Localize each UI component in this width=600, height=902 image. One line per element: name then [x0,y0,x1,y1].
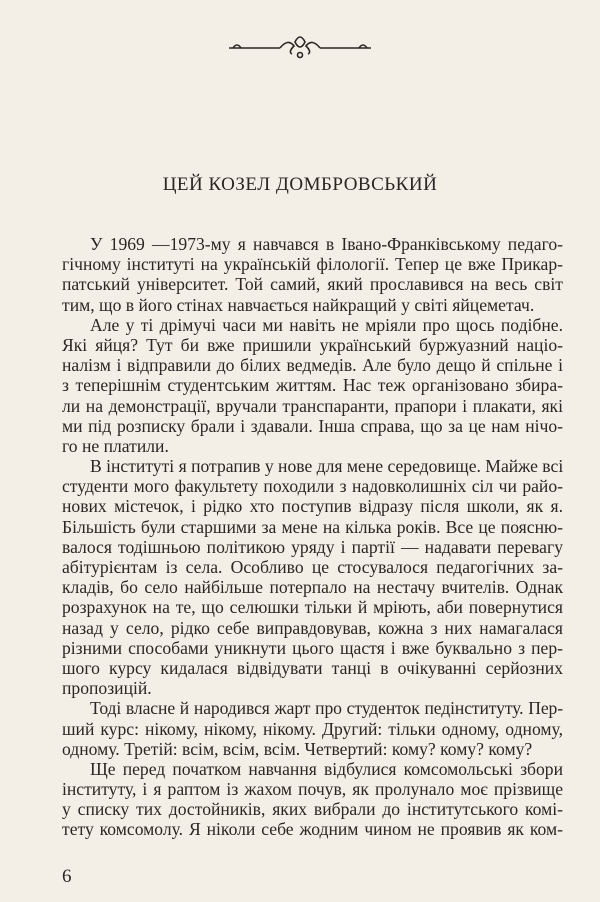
page-number: 6 [62,866,72,887]
text-line: різними способами уникнути цього щастя і вже буквально з пер- [62,637,563,658]
text-line: Ще перед початком навчання відбулися комсомольські збори [90,758,563,779]
decorative-ornament-icon [225,30,375,62]
text-line: розрахунок на те, що селюшки тільки й мріють, аби повернутися [62,597,563,618]
text-line: Які яйця? Тут би вже пришили український буржуазний націо- [62,334,563,355]
text-line: ший курс: нікому, нікому, нікому. Другий: тільки одному, одному, [62,718,563,739]
text-line: шого курсу кидалася відвідувати танці в очікуванні серйозних [62,657,563,678]
text-line: назад у село, рідко себе виправдовував, кожна з них намагалася [62,617,563,638]
text-line: ли на демонстрації, вручали транспаранти, прапори і плакати, які [62,395,563,416]
text-line: тету комсомолу. Я ніколи себе жодним чином не проявив як ком- [62,819,563,840]
text-line: абітурієнтам із села. Особливо це стосувалося педагогічних за- [62,557,563,577]
text-line: У 1969 —1973-му я навчався в Івано-Франківському педаго- [90,234,563,254]
text-line: інституту, і я раптом із жахом почув, як пролунало моє прізвище [62,779,563,800]
text-line: валося тодішньою політикою уряду і партії — надавати перевагу [62,536,563,557]
text-line: ми під розписку брали і здавали. Інша справа, що за це нам нічо- [62,415,563,436]
text-line: з теперішнім студентським життям. Нас теж організовано збира- [62,375,563,396]
text-line: В інституті я потрапив у нове для мене середовище. Майже всі [90,456,564,477]
text-line: Більшість були старшими за мене на кілька років. Все це поясню- [62,516,563,537]
text-line: студенти мого факультету походили з надовколишніх сіл чи райо- [62,476,563,497]
chapter-body [62,234,563,840]
text-line: го не платили. [62,435,169,456]
text-line: нових містечок, і рідко хто поступив відразу після школи, як я. [62,496,563,517]
text-line: пропозицій. [62,678,152,699]
text-line: кладів, бо село найбільше потерпало на нестачу вчителів. Однак [62,577,563,598]
text-line: Але у ті дрімучі часи ми навіть не мріяли про щось подібне. [90,314,563,335]
text-line: гічному інституті на українській філології. Тепер це вже Прикар- [62,254,563,275]
text-line: патський університет. Той самий, який прославився на весь світ [62,274,563,295]
text-line: одному. Третій: всім, всім, всім. Четвертий: кому? кому? кому? [62,738,533,759]
text-line: у списку тих достойників, яких вибрали до інститутського комі- [62,799,563,820]
chapter-title: ЦЕЙ КОЗЕЛ ДОМБРОВСЬКИЙ [162,174,438,195]
text-line: налізм і відправили до білих ведмедів. Але було дещо й спільне і [62,355,563,376]
text-line: тим, що в його стінах навчається найкращий у світі яйцеметач. [62,294,535,315]
text-line: Тоді власне й народився жарт про студенток педінституту. Пер- [90,698,563,719]
